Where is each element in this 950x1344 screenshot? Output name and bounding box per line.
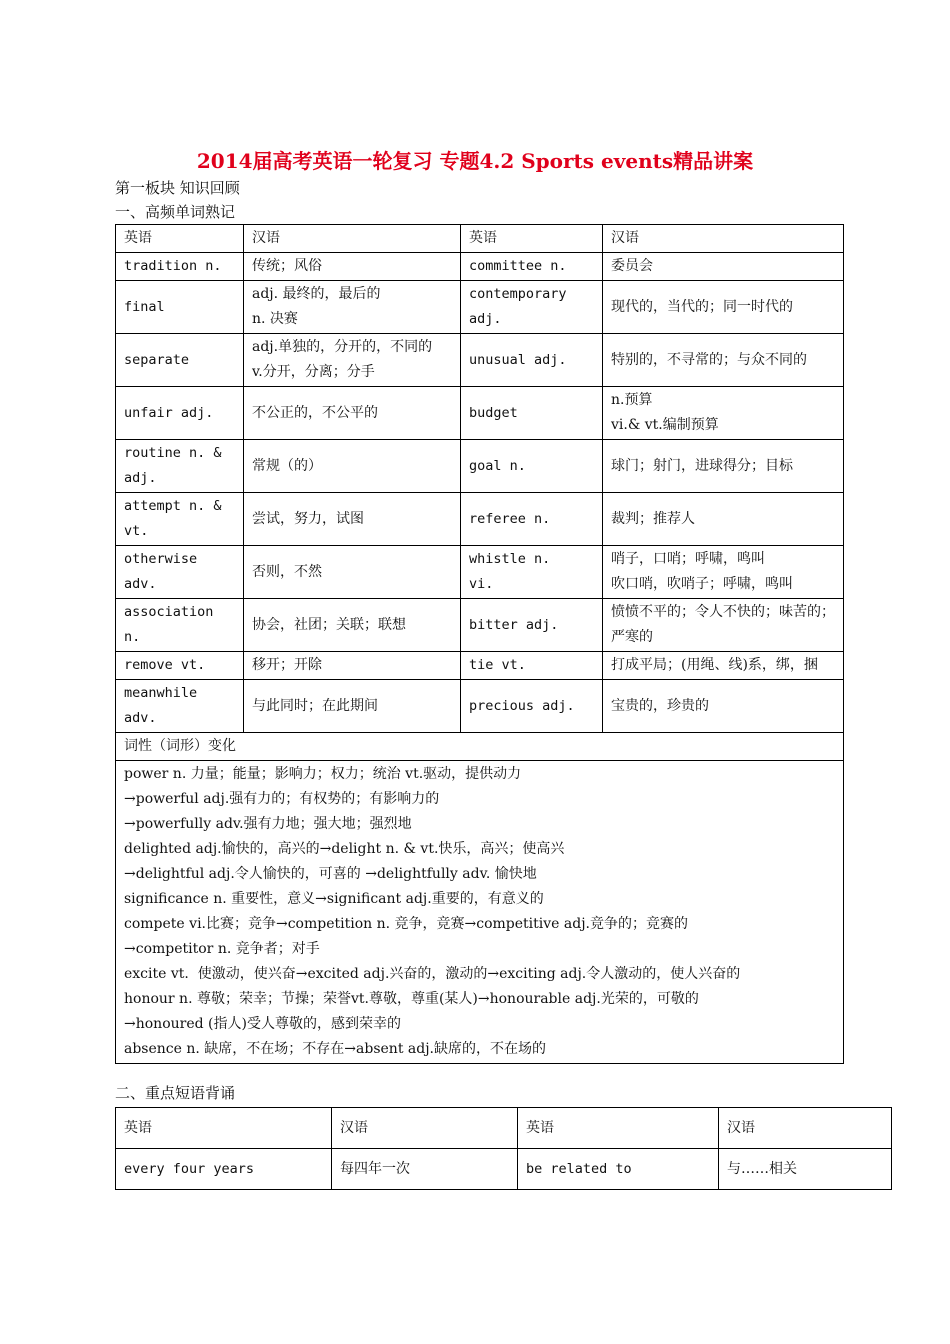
derivation-list <box>116 761 844 1064</box>
english-word-cell: unfair adj. <box>116 387 244 440</box>
derivation-line: absence n. 缺席，不在场；不存在→absent adj.缺席的，不在场的 <box>124 1041 546 1057</box>
derivation-line: compete vi.比赛；竞争→competition n. 竞争，竞赛→competitive adj.竞争的；竞赛的 <box>124 916 689 932</box>
chinese-meaning-cell: 每四年一次 <box>332 1149 518 1190</box>
table-row <box>116 334 844 387</box>
chinese-meaning-cell: 裁判；推荐人 <box>603 493 844 546</box>
table-row <box>116 680 844 733</box>
english-word-cell: unusual adj. <box>461 334 603 387</box>
english-phrase-cell: be related to <box>518 1149 719 1190</box>
english-word-cell: association n. <box>116 599 244 652</box>
english-word-cell: routine n. & adj. <box>116 440 244 493</box>
derivation-header: 词性（词形）变化 <box>116 733 844 761</box>
chinese-meaning-cell: n.预算 vi.& vt.编制预算 <box>603 387 844 440</box>
table-row <box>116 253 844 281</box>
derivation-line: excite vt. 使激动，使兴奋→excited adj.兴奋的，激动的→exciting adj.令人激动的，使人兴奋的 <box>124 966 741 982</box>
table-header-row <box>116 1108 892 1149</box>
column-header: 汉语 <box>244 225 461 253</box>
english-word-cell: meanwhile adv. <box>116 680 244 733</box>
chinese-meaning-cell: 哨子，口哨；呼啸，鸣叫 吹口哨，吹哨子；呼啸，鸣叫 <box>603 546 844 599</box>
derivation-row <box>116 761 844 1064</box>
english-word-cell: goal n. <box>461 440 603 493</box>
part-heading-vocab: 一、高频单词熟记 <box>115 203 236 221</box>
english-word-cell: precious adj. <box>461 680 603 733</box>
derivation-line: →honoured (指人)受人尊敬的，感到荣幸的 <box>124 1016 401 1032</box>
derivation-line: →delightful adj.令人愉快的，可喜的 →delightfully adv. 愉快地 <box>124 866 537 882</box>
chinese-meaning-cell: 球门；射门，进球得分；目标 <box>603 440 844 493</box>
table-row <box>116 493 844 546</box>
table-row <box>116 1149 892 1190</box>
table-row <box>116 546 844 599</box>
english-word-cell: remove vt. <box>116 652 244 680</box>
column-header: 汉语 <box>719 1108 892 1149</box>
table-row <box>116 652 844 680</box>
column-header: 英语 <box>518 1108 719 1149</box>
chinese-meaning-cell: 与……相关 <box>719 1149 892 1190</box>
section-heading: 第一板块 知识回顾 <box>115 179 240 197</box>
english-word-cell: whistle n. vi. <box>461 546 603 599</box>
table-row <box>116 281 844 334</box>
chinese-meaning-cell: 宝贵的，珍贵的 <box>603 680 844 733</box>
table-header-row <box>116 225 844 253</box>
column-header: 英语 <box>116 225 244 253</box>
english-word-cell: referee n. <box>461 493 603 546</box>
english-word-cell: otherwise adv. <box>116 546 244 599</box>
derivation-line: delighted adj.愉快的，高兴的→delight n. & vt.快乐，高兴；使高兴 <box>124 841 565 857</box>
english-word-cell: budget <box>461 387 603 440</box>
english-word-cell: bitter adj. <box>461 599 603 652</box>
vocab-table <box>115 224 844 1064</box>
chinese-meaning-cell: 不公正的，不公平的 <box>244 387 461 440</box>
derivation-line: →powerful adj.强有力的；有权势的；有影响力的 <box>124 791 440 807</box>
english-word-cell: tie vt. <box>461 652 603 680</box>
column-header: 英语 <box>116 1108 332 1149</box>
chinese-meaning-cell: 传统；风俗 <box>244 253 461 281</box>
chinese-meaning-cell: 协会，社团；关联；联想 <box>244 599 461 652</box>
chinese-meaning-cell: 特别的，不寻常的；与众不同的 <box>603 334 844 387</box>
derivation-line: significance n. 重要性，意义→significant adj.重要的，有意义的 <box>124 891 544 907</box>
chinese-meaning-cell: 愤愤不平的；令人不快的；味苦的；严寒的 <box>603 599 844 652</box>
chinese-meaning-cell: 现代的，当代的；同一时代的 <box>603 281 844 334</box>
column-header: 汉语 <box>603 225 844 253</box>
derivation-line: honour n. 尊敬；荣幸；节操；荣誉vt.尊敬，尊重(某人)→honourable adj.光荣的，可敬的 <box>124 991 699 1007</box>
derivation-line: →powerfully adv.强有力地；强大地；强烈地 <box>124 816 412 832</box>
part-heading-phrases: 二、重点短语背诵 <box>115 1084 236 1102</box>
derivation-line: →competitor n. 竞争者；对手 <box>124 941 320 957</box>
chinese-meaning-cell: 常规（的） <box>244 440 461 493</box>
table-row <box>116 440 844 493</box>
table-row <box>116 387 844 440</box>
column-header: 汉语 <box>332 1108 518 1149</box>
table-row <box>116 599 844 652</box>
english-word-cell: separate <box>116 334 244 387</box>
chinese-meaning-cell: adj. 最终的，最后的 n. 决赛 <box>244 281 461 334</box>
english-word-cell: contemporary adj. <box>461 281 603 334</box>
phrases-table <box>115 1107 892 1190</box>
chinese-meaning-cell: 否则，不然 <box>244 546 461 599</box>
english-word-cell: attempt n. & vt. <box>116 493 244 546</box>
column-header: 英语 <box>461 225 603 253</box>
chinese-meaning-cell: adj.单独的，分开的，不同的 v.分开，分离；分手 <box>244 334 461 387</box>
english-phrase-cell: every four years <box>116 1149 332 1190</box>
english-word-cell: final <box>116 281 244 334</box>
english-word-cell: committee n. <box>461 253 603 281</box>
chinese-meaning-cell: 与此同时；在此期间 <box>244 680 461 733</box>
english-word-cell: tradition n. <box>116 253 244 281</box>
chinese-meaning-cell: 打成平局；(用绳、线)系，绑，捆 <box>603 652 844 680</box>
page-title: 2014届高考英语一轮复习 专题4.2 Sports events精品讲案 <box>196 149 754 173</box>
derivation-header-row <box>116 733 844 761</box>
chinese-meaning-cell: 委员会 <box>603 253 844 281</box>
derivation-line: power n. 力量；能量；影响力；权力；统治 vt.驱动，提供动力 <box>124 766 522 782</box>
chinese-meaning-cell: 尝试，努力，试图 <box>244 493 461 546</box>
chinese-meaning-cell: 移开；开除 <box>244 652 461 680</box>
